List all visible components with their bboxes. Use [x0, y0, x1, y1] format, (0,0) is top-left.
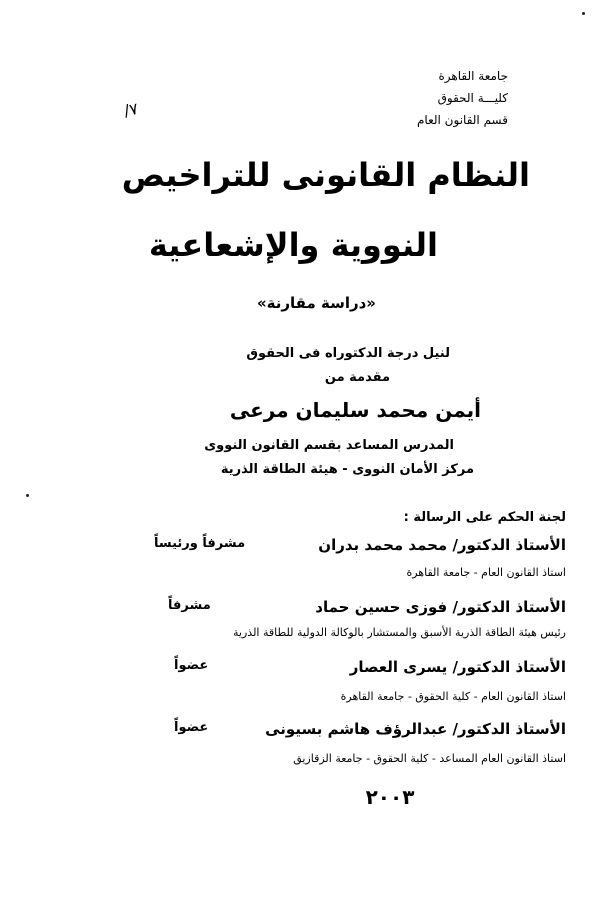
committee-member-name: الأستاذ الدكتور/ محمد محمد بدران [318, 536, 566, 554]
author-name: أيمن محمد سليمان مرعى [229, 398, 481, 422]
submitted-by: مقدمة من [324, 370, 390, 385]
thesis-title-line-1: النظام القانونى للتراخيص [121, 156, 530, 194]
committee-member-role: عضواً [174, 658, 209, 673]
committee-title: لجنة الحكم على الرسالة : [403, 510, 566, 525]
committee-member-role: عضواً [174, 720, 209, 735]
committee-member-role: مشرفاً ورئيساً [154, 536, 246, 551]
committee-member-description: استاذ القانون العام - كلية الحقوق - جامعة القاهرة [340, 690, 566, 703]
author-position: المدرس المساعد بقسم القانون النووى [204, 438, 454, 453]
department-name: قسم القانون العام [417, 113, 508, 127]
scan-speck [26, 494, 29, 497]
committee-member-name: الأستاذ الدكتور/ فوزى حسين حماد [315, 598, 566, 616]
scan-speck [582, 12, 585, 15]
university-name: جامعة القاهرة [438, 69, 508, 83]
thesis-title-line-2: النووية والإشعاعية [148, 226, 438, 264]
author-affiliation: مركز الأمان النووى - هيئة الطاقة الذرية [220, 462, 474, 477]
committee-member-description: استاذ القانون العام المساعد - كلية الحقوق - جامعة الزقازيق [293, 752, 566, 765]
committee-member-name: الأستاذ الدكتور/ عبدالرؤف هاشم بسيونى [265, 720, 566, 738]
committee-member-name: الأستاذ الدكتور/ يسرى العصار [349, 658, 566, 676]
thesis-subtitle: «دراسة مقارنة» [256, 294, 376, 312]
committee-member-role: مشرفاً [168, 598, 211, 613]
committee-member-description: رئيس هيئة الطاقة الذرية الأسبق والمستشار بالوكالة الدولية للطاقة الذرية [233, 626, 566, 639]
faculty-name: كليـــة الحقوق [437, 91, 508, 105]
margin-mark: ٧/ [122, 98, 140, 121]
degree-purpose: لنيل درجة الدكتوراه فى الحقوق [246, 346, 450, 361]
publication-year: ٢٠٠٣ [365, 785, 415, 809]
committee-member-description: استاذ القانون العام - جامعة القاهرة [406, 566, 566, 579]
